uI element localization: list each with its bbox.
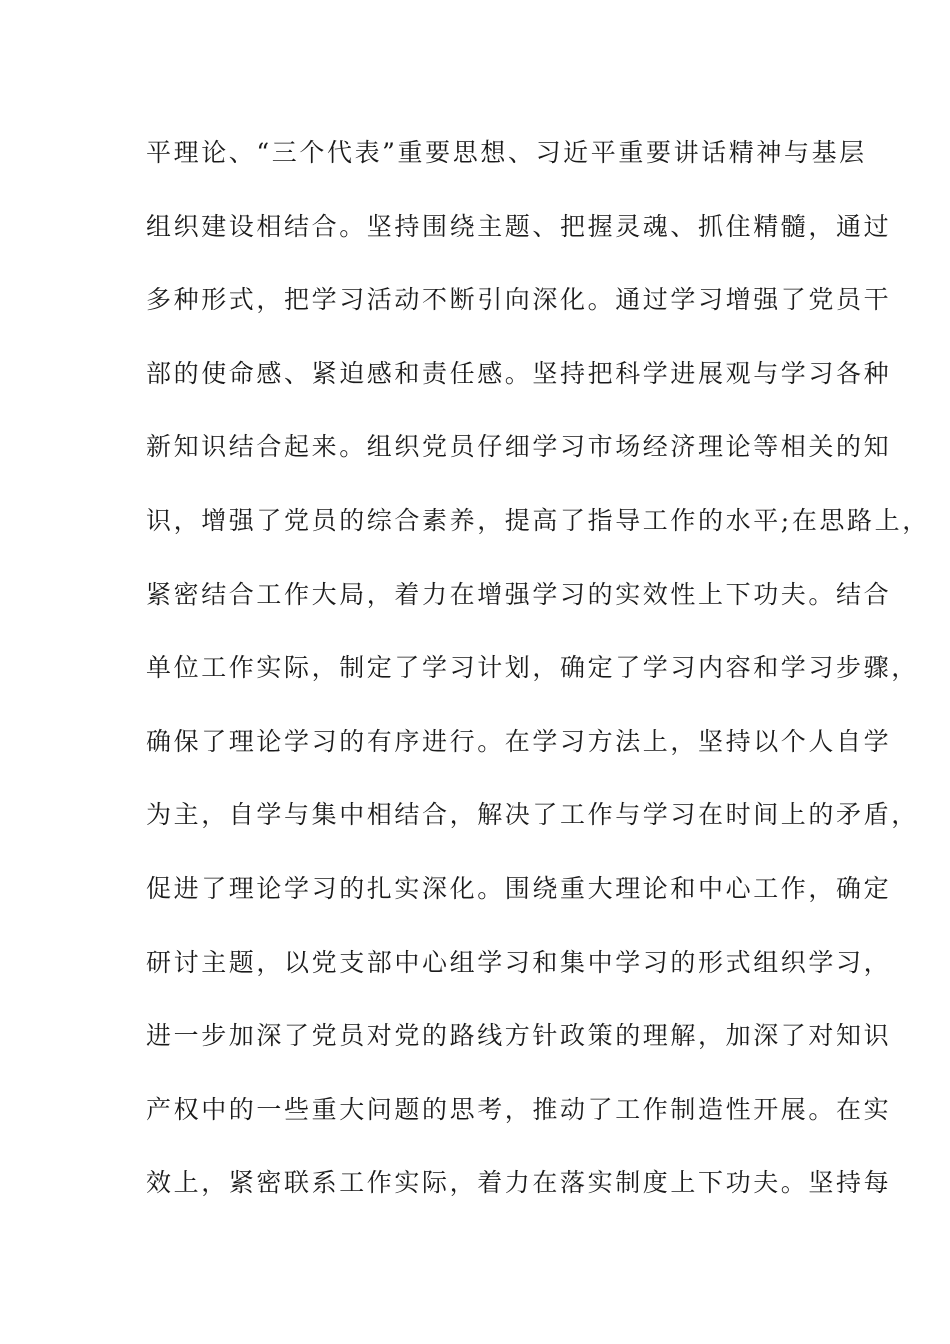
text-line: 促进了理论学习的扎实深化。围绕重大理论和中心工作，确定 (146, 873, 892, 903)
text-line: 单位工作实际，制定了学习计划，确定了学习内容和学习步骤， (146, 653, 919, 683)
body-text (146, 133, 930, 1237)
text-line: 紧密结合工作大局，着力在增强学习的实效性上下功夫。结合 (146, 579, 892, 609)
text-line: 组织建设相结合。坚持围绕主题、把握灵魂、抓住精髓，通过 (146, 211, 892, 241)
text-line: 平理论、“三个代表”重要思想、习近平重要讲话精神与基层 (146, 138, 867, 167)
text-line: 识，增强了党员的综合素养，提高了指导工作的水平;在思路上， (146, 505, 930, 535)
text-line: 确保了理论学习的有序进行。在学习方法上，坚持以个人自学 (146, 726, 892, 756)
text-line: 多种形式，把学习活动不断引向深化。通过学习增强了党员干 (146, 285, 892, 315)
text-line: 研讨主题，以党支部中心组学习和集中学习的形式组织学习， (146, 947, 892, 977)
text-line: 为主，自学与集中相结合，解决了工作与学习在时间上的矛盾， (146, 800, 919, 830)
text-line: 新知识结合起来。组织党员仔细学习市场经济理论等相关的知 (146, 432, 892, 462)
text-line: 部的使命感、紧迫感和责任感。坚持把科学进展观与学习各种 (146, 358, 892, 388)
text-line: 进一步加深了党员对党的路线方针政策的理解，加深了对知识 (146, 1021, 892, 1051)
text-line: 产权中的一些重大问题的思考，推动了工作制造性开展。在实 (146, 1094, 892, 1124)
text-line: 效上，紧密联系工作实际，着力在落实制度上下功夫。坚持每 (146, 1168, 892, 1198)
